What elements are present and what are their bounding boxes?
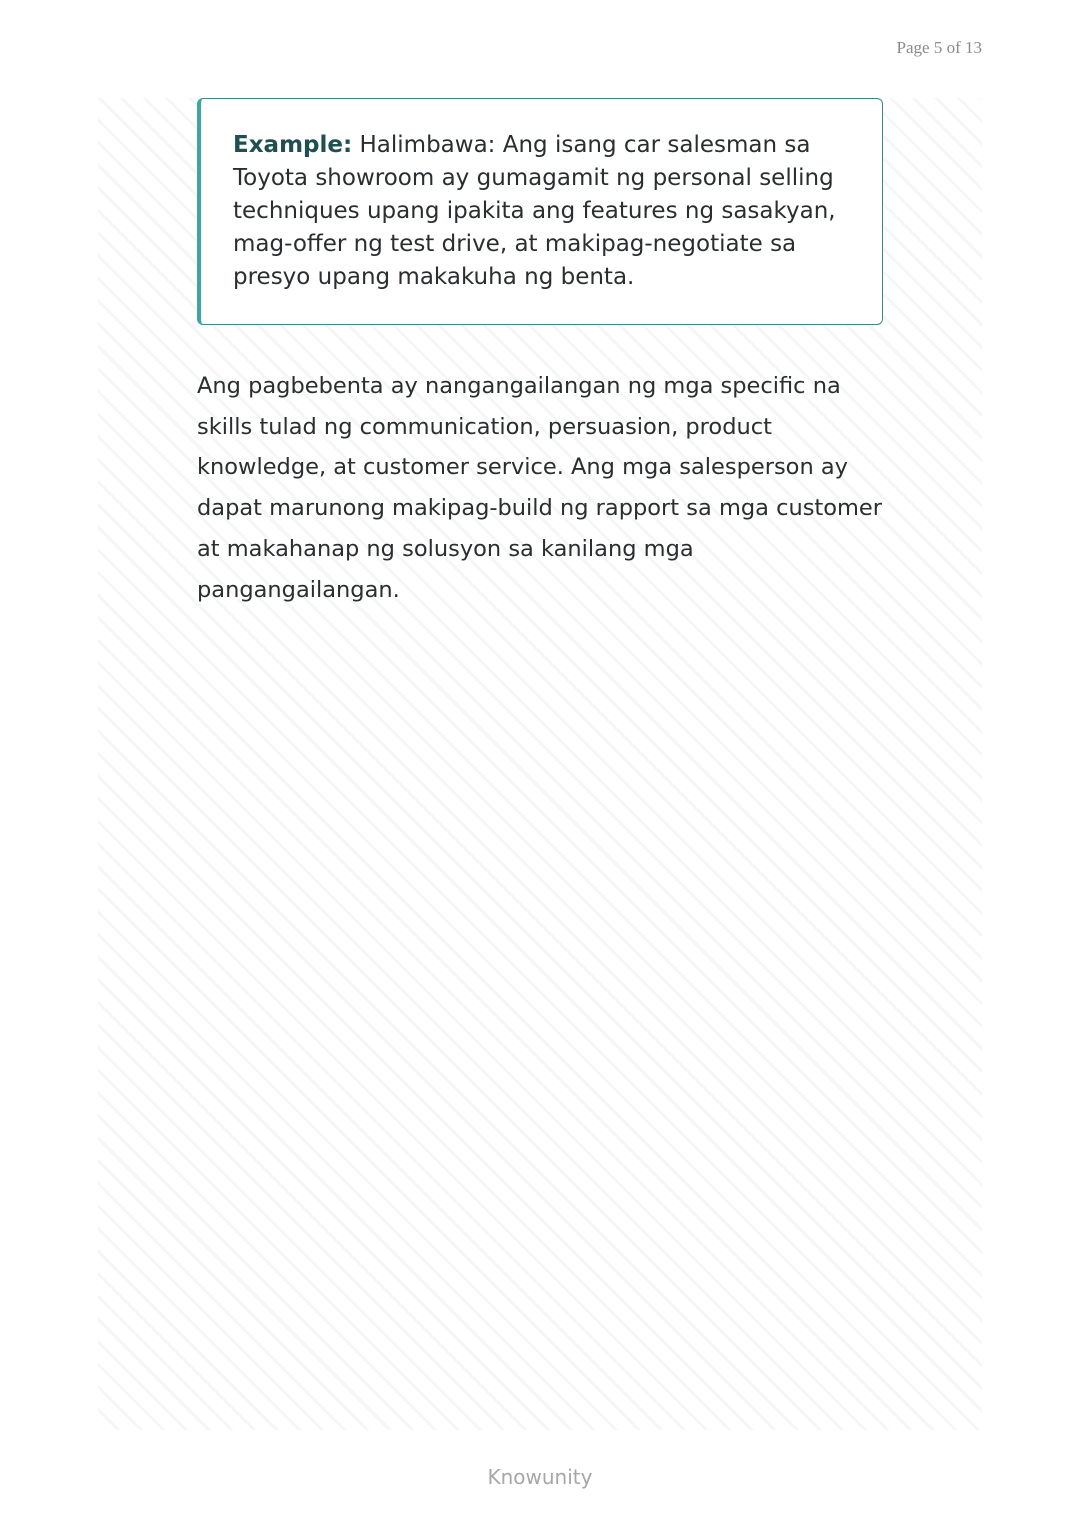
example-callout-box (197, 98, 883, 325)
footer-brand: Knowunity (487, 1465, 593, 1489)
body-paragraph: Ang pagbebenta ay nangangailangan ng mga specific na skills tulad ng communication, persuasion, product knowledge, at customer service. Ang mga salesperson ay dapat marunong makipag-build ng rapport sa mga customer at makahanap ng solusyon sa kanilang mga pangangailangan. (197, 373, 883, 603)
example-text (233, 129, 850, 294)
page-number: Page 5 of 13 (896, 38, 982, 57)
example-label: Example: (233, 132, 353, 158)
example-body: Halimbawa: Ang isang car salesman sa Toyota showroom ay gumagamit ng personal selling techniques upang ipakita ang features ng sasakyan, mag-offer ng test drive, at makipag-negotiate sa presyo upang makakuha ng benta. (233, 132, 836, 290)
